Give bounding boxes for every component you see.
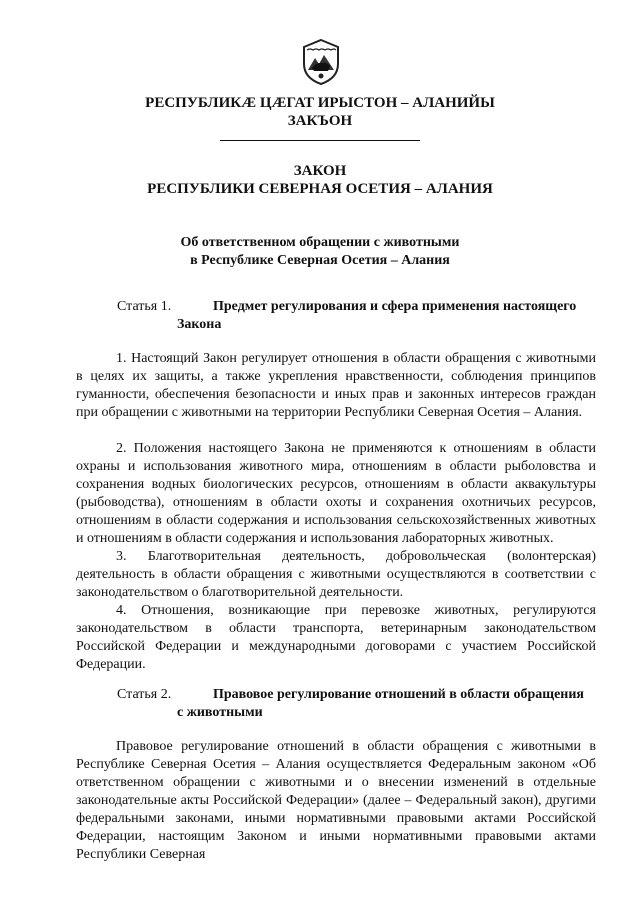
- article-1-heading: [117, 298, 597, 334]
- article-1-paragraph-1: 1. Настоящий Закон регулирует отношения в области обращения с животными в целях их защиты, а также укрепления нравственности, соблюдения принципов гуманности, обеспечения безопасности и иных прав и законных интересов граждан при обращении с животными на территории Республики Северная Осетия – Алания.: [76, 351, 596, 420]
- article-1-name-cont: Закона: [177, 317, 222, 332]
- article-2-paragraph-1: Правовое регулирование отношений в области обращения с животными в Республике Северная Осетия – Алания осуществляется Федеральным законом «Об ответственном обращении с животными и о внесении изменений в отдельные законодательные акты Российской Федерации» (далее – Федеральный закон), другими федеральными законами, иными нормативными правовыми актами Российской Федерации, настоящим Законом и иными нормативными правовыми актами Республики Северная: [76, 739, 596, 862]
- law-subject-line1: Об ответственном обращении с животными: [180, 235, 460, 250]
- article-2-label: Статья 2.: [117, 687, 172, 702]
- article-1-paragraph-3: 3. Благотворительная деятельность, добровольческая (волонтерская) деятельность в области обращения с животными осуществляются в соответствии с законодательством о благотворительной деятельности.: [76, 549, 596, 600]
- republic-title: РЕСПУБЛИКИ СЕВЕРНАЯ ОСЕТИЯ – АЛАНИЯ: [147, 181, 493, 197]
- article-1-paragraph-4: 4. Отношения, возникающие при перевозке животных, регулируются законодательством в области транспорта, ветеринарным законодательством Российской Федерации и международными договорами с участием Российской Федерации.: [76, 603, 596, 672]
- article-1-name: Предмет регулирования и сфера применения настоящего: [213, 299, 577, 314]
- law-title: ЗАКОН: [293, 163, 347, 179]
- article-1-label: Статья 1.: [117, 299, 172, 314]
- article-2-heading: [117, 686, 597, 722]
- header-line-law-ossetian: ЗАКЪОН: [287, 113, 353, 129]
- header-line-ossetian: РЕСПУБЛИКÆ ЦÆГАТ ИРЫСТОН – АЛАНИЙЫ: [145, 95, 495, 111]
- article-2-name-cont: с животными: [177, 705, 263, 720]
- article-1-paragraph-2: 2. Положения настоящего Закона не применяются к отношениям в области охраны и использования животного мира, отношениям в области рыболовства и сохранения водных биологических ресурсов, отношениям в области аквакультуры (рыбоводства), отношениям в области охоты и сохранения охотничьих ресурсов, отношениям в области содержания и использования сельскохозяйственных животных и отношениям в области содержания и использования лабораторных животных.: [76, 441, 596, 546]
- coat-of-arms-emblem: [300, 38, 342, 86]
- article-2-name: Правовое регулирование отношений в области обращения: [213, 687, 584, 702]
- law-subject-line2: в Республике Северная Осетия – Алания: [190, 253, 450, 268]
- header-divider: [220, 140, 420, 141]
